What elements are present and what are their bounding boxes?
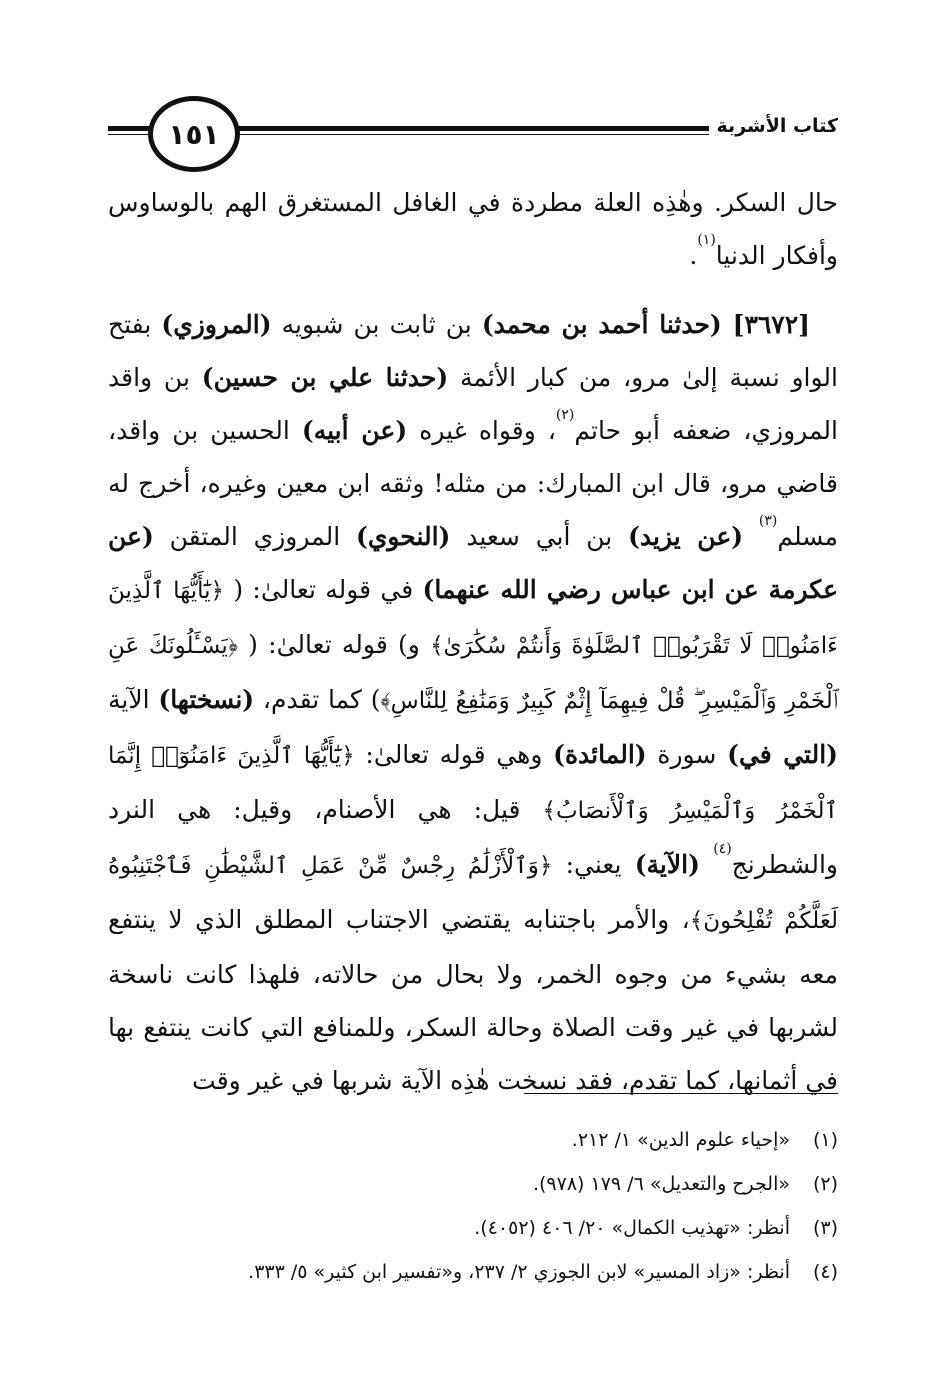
p2-s09: الحسين بن واقد، قاضي مرو، قال ابن المبارك: من مثله! وثقه ابن معين وغيره، أخرج له مسلم xyxy=(108,416,838,551)
page-number xyxy=(148,96,240,172)
footnote-ref-4: (٤) xyxy=(713,841,732,857)
quran-verse-4: ﴿وَٱلْأَزْلَٰمُ رِجْسٌ مِّنْ عَمَلِ ٱلشَّيْطَٰنِ فَٱجْتَنِبُوهُ لَعَلَّكُمْ تُفْلِحُونَ﴾ xyxy=(108,853,838,934)
p2-s16: في قوله تعالىٰ: ( xyxy=(224,575,423,604)
p2-s05: (حدثنا علي بن حسين) xyxy=(201,363,449,392)
p2-s33: ، والأمر باجتنابه يقتضي الاجتناب المطلق الذي لا ينتفع معه بشيء من وجوه الخمر، ولا بحال من حالاته، فلهذا كانت ناسخة لشربها في غير وقت الصلاة وحالة السكر، وللمنافع التي كانت ينتفع بها في أثمانها، كما تقدم، فقد نسخت هٰذِه الآية شربها في غير وقت xyxy=(108,905,838,1095)
p2-s06: بن واقد المروزي، ضعفه أبو حاتم xyxy=(108,363,838,445)
paragraph-1 xyxy=(108,176,838,282)
p2-s28: قيل: هي الأصنام، وقيل: هي النرد والشطرنج xyxy=(108,795,838,879)
p2-s15: (عن عكرمة عن ابن عباس رضي الله عنهما) xyxy=(108,522,838,604)
footnote-3 xyxy=(108,1206,838,1250)
quran-verse-1: ﴿يَٰٓأَيُّهَا ٱلَّذِينَ ءَامَنُوا۟ لَا تَقْرَبُوا۟ ٱلصَّلَوٰةَ وَأَنتُمْ سُكَٰرَىٰ﴾ xyxy=(108,578,838,659)
quran-verse-3: ﴿يَٰٓأَيُّهَا ٱلَّذِينَ ءَامَنُوٓا۟ إِنَّمَا ٱلْخَمْرُ وَٱلْمَيْسِرُ وَٱلْأَنصَابُ﴾ xyxy=(108,743,838,824)
footnote-number: (٤) xyxy=(812,1261,838,1283)
p2-s30: (الآية) xyxy=(634,850,700,879)
p2-s20: ) كما تقدم، xyxy=(254,685,381,714)
p2-s03: (المروزي) xyxy=(161,310,272,339)
p2-s22: الآية xyxy=(108,685,159,714)
p2-s21: (نسختها) xyxy=(158,685,255,714)
footnote-number: (٣) xyxy=(812,1217,838,1239)
page-number-text: ١٥١ xyxy=(168,117,220,151)
p1-text: حال السكر. وهٰذِه العلة مطردة في الغافل المستغرق الهم بالوساوس وأفكار الدنيا xyxy=(108,188,838,270)
p1-end: . xyxy=(689,241,698,270)
p2-s11: (عن يزيد) xyxy=(628,522,744,551)
page-header xyxy=(108,92,838,172)
p2-s02: بن ثابت بن شبويه xyxy=(271,310,482,339)
footnote-2 xyxy=(108,1162,838,1206)
footnote-text: «الجرح والتعديل» ٦/ ١٧٩ (٩٧٨). xyxy=(532,1173,790,1195)
footnote-text: أنظر: «زاد المسير» لابن الجوزي ٢/ ٢٣٧، و«تفسير ابن كثير» ٥/ ٣٣٣. xyxy=(248,1261,790,1283)
footnote-4 xyxy=(108,1250,838,1294)
p2-s31: يعني: xyxy=(552,850,635,879)
p2-s07: ، وقواه غيره xyxy=(407,416,556,445)
p2-s13: (النحوي) xyxy=(356,522,451,551)
p2-s29 xyxy=(700,850,713,879)
p2-s08: (عن أبيه) xyxy=(301,416,408,445)
footnote-number: (٢) xyxy=(812,1173,838,1195)
quran-verse-2: ﴿يَسْـَٔلُونَكَ عَنِ ٱلْخَمْرِ وَٱلْمَيْسِرِ ۖ قُلْ فِيهِمَآ إِثْمٌ كَبِيرٌ وَمَنَٰفِعُ لِلنَّاسِ﴾ xyxy=(108,633,838,714)
footnote-ref-3: (٣) xyxy=(758,513,778,529)
p2-s10 xyxy=(743,522,759,551)
p2-s14: المروزي المتقن xyxy=(153,522,356,551)
footnote-separator xyxy=(524,1093,838,1094)
main-text xyxy=(108,176,838,1107)
p2-s25: (المائدة) xyxy=(553,740,647,769)
p2-s18: و) قوله تعالىٰ: ( xyxy=(237,630,431,659)
footnote-text: «إحياء علوم الدين» ١/ ٢١٢. xyxy=(571,1129,790,1151)
footnote-number: (١) xyxy=(812,1129,838,1151)
running-title: كتاب الأشربة xyxy=(709,114,838,138)
p2-s26: وهي قوله تعالىٰ: xyxy=(354,740,554,769)
p2-s24: سورة xyxy=(646,740,728,769)
p2-s12: بن أبي سعيد xyxy=(450,522,629,551)
p2-s04: بفتح الواو نسبة إلىٰ مرو، من كبار الأئمة xyxy=(108,310,838,392)
p2-s23: (التي في) xyxy=(727,740,838,769)
paragraph-2 xyxy=(108,298,838,1107)
footnote-text: أنظر: «تهذيب الكمال» ٢٠/ ٤٠٦ (٤٠٥٢). xyxy=(474,1217,790,1239)
hadith-number-narrator: [٣٦٧٢] (حدثنا أحمد بن محمد) xyxy=(481,310,810,339)
footnote-ref-2: (٢) xyxy=(555,407,575,423)
footnote-ref-1: (١) xyxy=(697,232,716,248)
footnote-1 xyxy=(108,1118,838,1162)
footnotes xyxy=(108,1118,838,1294)
